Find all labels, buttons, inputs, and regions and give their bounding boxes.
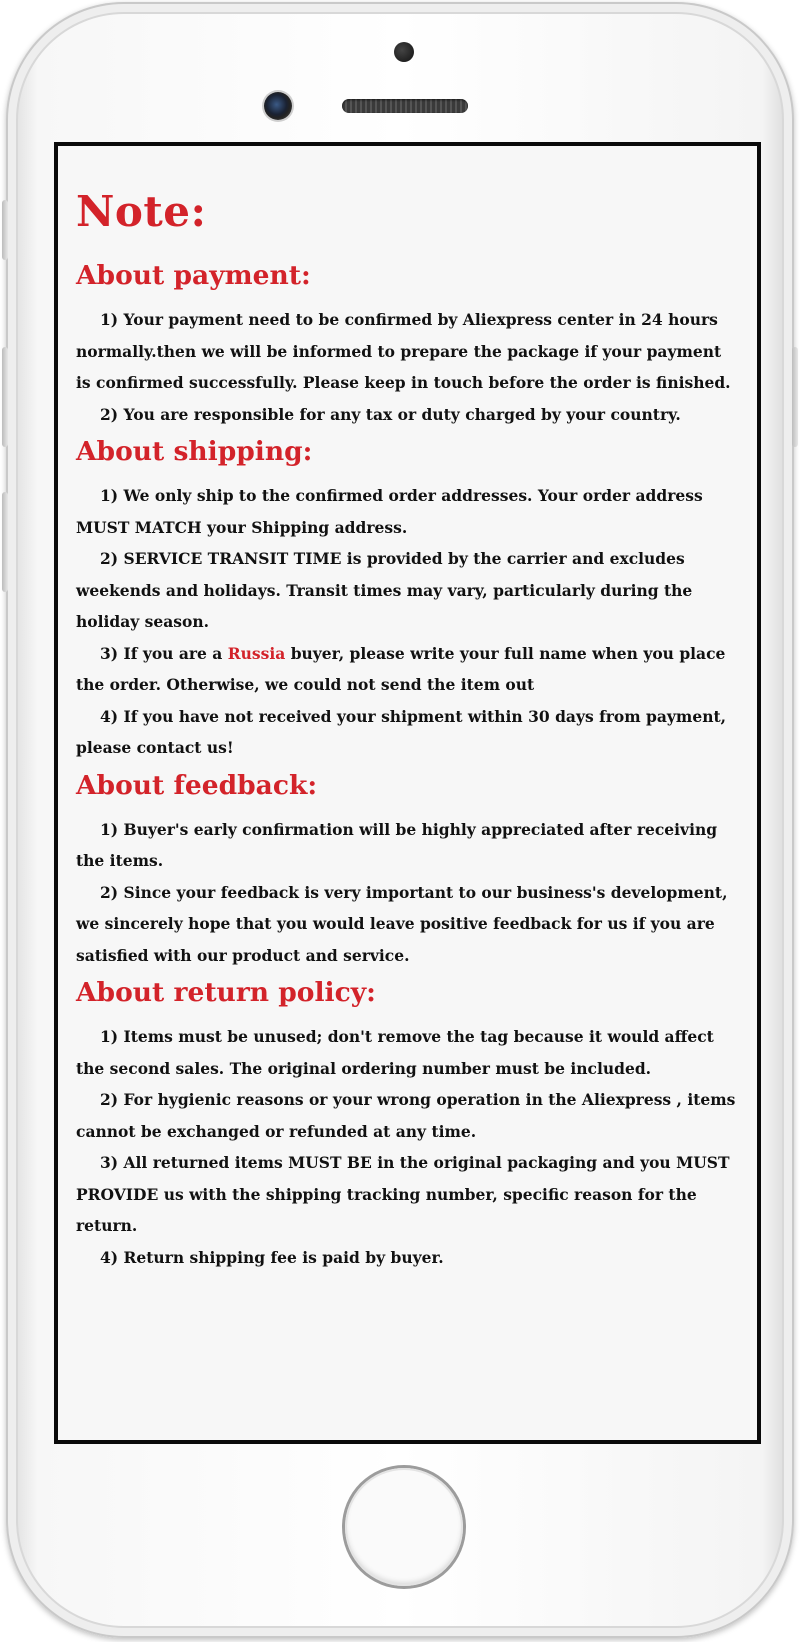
return-paragraph-3: 3) All returned items MUST BE in the original packaging and you MUST PROVIDE us with the shipping tracking number, specific reason for the return. xyxy=(76,1153,730,1235)
note-content xyxy=(76,188,736,1277)
section-return-policy xyxy=(76,975,736,1273)
return-paragraph-2: 2) For hygienic reasons or your wrong operation in the Aliexpress , items cannot be exchanged or refunded at any time. xyxy=(76,1090,736,1141)
home-button[interactable] xyxy=(345,1468,463,1586)
power-button xyxy=(792,347,798,447)
earpiece-speaker xyxy=(342,99,468,113)
phone-frame xyxy=(6,2,794,1638)
shipping-paragraph-3-after: buyer, please write your full name when you place the order. Otherwise, we could not send the item out xyxy=(76,643,726,694)
shipping-paragraph-3-before: 3) If you are a xyxy=(100,643,228,663)
payment-paragraph-2: 2) You are responsible for any tax or duty charged by your country. xyxy=(100,404,681,424)
return-paragraph-1: 1) Items must be unused; don't remove the tag because it would affect the second sales. The original ordering number must be included. xyxy=(76,1027,714,1078)
phone-screen xyxy=(54,142,761,1444)
payment-paragraph-1: 1) Your payment need to be confirmed by Aliexpress center in 24 hours normally.then we will be informed to prepare the package if your payment is confirmed successfully. Please keep in touch before the order is finished. xyxy=(76,310,731,392)
feedback-paragraph-1: 1) Buyer's early confirmation will be highly appreciated after receiving the items. xyxy=(76,819,718,870)
return-paragraph-4: 4) Return shipping fee is paid by buyer. xyxy=(100,1247,444,1267)
volume-up-button xyxy=(2,347,8,447)
section-title-feedback: About feedback: xyxy=(76,769,318,801)
section-title-shipping: About shipping: xyxy=(76,436,313,467)
note-title: Note: xyxy=(76,187,207,236)
shipping-paragraph-2: 2) SERVICE TRANSIT TIME is provided by the carrier and excludes weekends and holidays. Transit times may vary, particularly during the holiday season. xyxy=(76,549,693,631)
shipping-paragraph-1: 1) We only ship to the confirmed order addresses. Your order address MUST MATCH your Shipping address. xyxy=(76,486,703,537)
section-payment xyxy=(76,258,736,430)
section-title-payment: About payment: xyxy=(76,260,311,291)
volume-down-button xyxy=(2,492,8,592)
section-title-return-policy: About return policy: xyxy=(76,977,376,1008)
front-camera-icon xyxy=(264,92,292,120)
section-feedback xyxy=(76,768,736,972)
front-sensor xyxy=(394,42,414,62)
mute-switch xyxy=(2,200,8,260)
feedback-paragraph-2: 2) Since your feedback is very important to our business's development, we sincerely hope that you would leave positive feedback for us if you are satisfied with our product and service. xyxy=(76,882,728,965)
shipping-paragraph-4: 4) If you have not received your shipment within 30 days from payment, please contact us! xyxy=(76,706,727,757)
section-shipping xyxy=(76,434,736,764)
shipping-paragraph-3 xyxy=(76,638,736,701)
russia-highlight: Russia xyxy=(227,643,286,663)
